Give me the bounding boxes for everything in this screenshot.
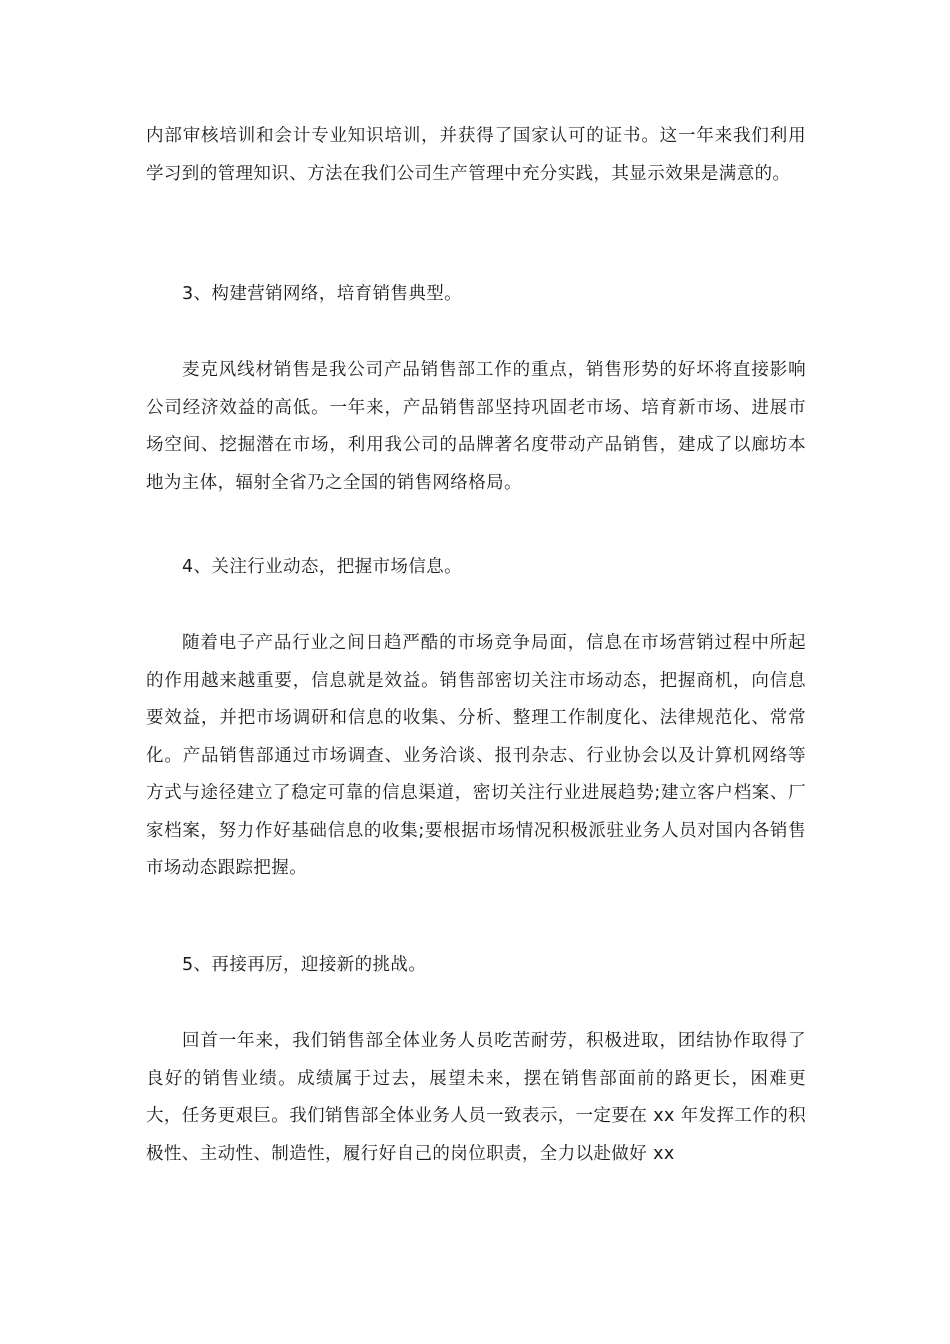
section-heading-5: 5、再接再厉，迎接新的挑战。	[182, 955, 427, 975]
paragraph-intro: 内部审核培训和会计专业知识培训，并获得了国家认可的证书。这一年来我们利用学习到的管理知识、方法在我们公司生产管理中充分实践，其显示效果是满意的。	[146, 126, 806, 184]
paragraph-section-3: 麦克风线材销售是我公司产品销售部工作的重点，销售形势的好坏将直接影响公司经济效益的高低。一年来，产品销售部坚持巩固老市场、培育新市场、进展市场空间、挖掘潜在市场，利用我公司的品牌著名度带动产品销售，建成了以廊坊本地为主体，辐射全省乃之全国的销售网络格局。	[146, 360, 806, 493]
section-heading-4: 4、关注行业动态，把握市场信息。	[182, 557, 463, 577]
paragraph-section-4: 随着电子产品行业之间日趋严酷的市场竞争局面，信息在市场营销过程中所起的作用越来越重要，信息就是效益。销售部密切关注市场动态，把握商机，向信息要效益，并把市场调研和信息的收集、分析、整理工作制度化、法律规范化、常常化。产品销售部通过市场调查、业务洽谈、报刊杂志、行业协会以及计算机网络等方式与途径建立了稳定可靠的信息渠道，密切关注行业进展趋势;建立客户档案、厂家档案，努力作好基础信息的收集;要根据市场情况积极派驻业务人员对国内各销售市场动态跟踪把握。	[146, 633, 806, 878]
section-heading-3: 3、构建营销网络，培育销售典型。	[182, 284, 463, 304]
paragraph-section-5: 回首一年来，我们销售部全体业务人员吃苦耐劳，积极进取，团结协作取得了良好的销售业绩。成绩属于过去，展望未来，摆在销售部面前的路更长，困难更大，任务更艰巨。我们销售部全体业务人员一致表示，一定要在 xx 年发挥工作的积极性、主动性、制造性，履行好自己的岗位职责，全力以赴做好 xx	[146, 1031, 806, 1164]
